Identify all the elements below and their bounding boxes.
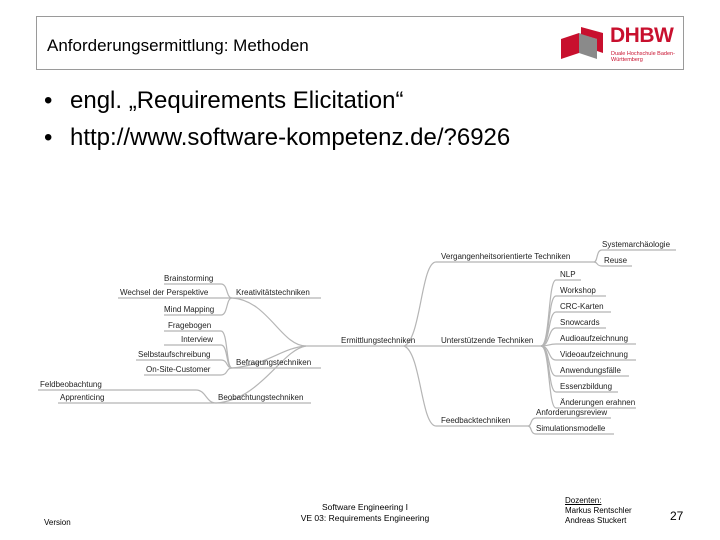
leaf-simulationsmodelle: Simulationsmodelle (536, 424, 606, 433)
leaf-workshop: Workshop (560, 286, 596, 295)
branch-befragung: Befragungstechniken (236, 358, 312, 367)
bullet-list (44, 82, 510, 156)
bullet-text: engl. „Requirements Elicitation“ (70, 87, 404, 114)
slide-header (36, 16, 684, 70)
logo-subtitle: Duale Hochschule Baden-Württemberg (611, 51, 675, 63)
dhbw-logo (559, 23, 677, 65)
slide-title: Anforderungsermittlung: Methoden (47, 36, 309, 55)
bullet-text[interactable]: http://www.software-kompetenz.de/?6926 (70, 124, 511, 151)
footer-version: Version (44, 518, 71, 527)
leaf-perspektive: Wechsel der Perspektive (120, 288, 209, 297)
leaf-anwendungsfaelle: Anwendungsfälle (560, 366, 621, 375)
leaf-nlp: NLP (560, 270, 576, 279)
branch-kreativ: Kreativitätstechniken (236, 288, 310, 297)
branch-feedback: Feedbacktechniken (441, 416, 511, 425)
leaf-interview: Interview (181, 335, 214, 344)
footer-course-unit: VE 03: Requirements Engineering (300, 513, 430, 523)
leaf-aenderungen-erahnen: Änderungen erahnen (560, 398, 636, 407)
leaf-videoaufzeichnung: Videoaufzeichnung (560, 350, 628, 359)
leaf-systemarchaeologie: Systemarchäologie (602, 240, 671, 249)
leaf-crc-karten: CRC-Karten (560, 302, 604, 311)
dhbw-logo-icon (559, 23, 609, 65)
leaf-apprenticing: Apprenticing (60, 393, 105, 402)
leaf-selbstaufschreibung: Selbstaufschreibung (138, 350, 211, 359)
lecturers-label: Dozenten: (565, 496, 602, 505)
footer-course (260, 502, 470, 524)
page-number: 27 (670, 509, 684, 523)
footer-lecturers (565, 496, 632, 526)
branch-vergangenheit: Vergangenheitsorientierte Techniken (441, 252, 571, 261)
bullet-item: • http://www.software-kompetenz.de/?6926 (44, 124, 511, 151)
leaf-on-site-customer: On-Site-Customer (146, 365, 211, 374)
leaf-feldbeobachtung: Feldbeobachtung (40, 380, 102, 389)
footer-course-title: Software Engineering I (322, 502, 408, 512)
bullet-item: • engl. „Requirements Elicitation“ (44, 87, 404, 114)
leaf-fragebogen: Fragebogen (168, 321, 212, 330)
branch-unterstuetzend: Unterstützende Techniken (441, 336, 534, 345)
leaf-mind-mapping: Mind Mapping (164, 305, 215, 314)
lecturer-name: Andreas Stuckert (565, 516, 627, 525)
lecturer-name: Markus Rentschler (565, 506, 632, 515)
mindmap-center: Ermittlungstechniken (341, 336, 416, 345)
leaf-reuse: Reuse (604, 256, 628, 265)
leaf-essenzbildung: Essenzbildung (560, 382, 613, 391)
branch-beobachtung: Beobachtungstechniken (218, 393, 304, 402)
leaf-brainstorming: Brainstorming (164, 274, 214, 283)
leaf-anforderungsreview: Anforderungsreview (536, 408, 608, 417)
mindmap-diagram (36, 240, 684, 440)
leaf-audioaufzeichnung: Audioaufzeichnung (560, 334, 629, 343)
logo-text: DHBW (610, 24, 674, 47)
leaf-snowcards: Snowcards (560, 318, 600, 327)
